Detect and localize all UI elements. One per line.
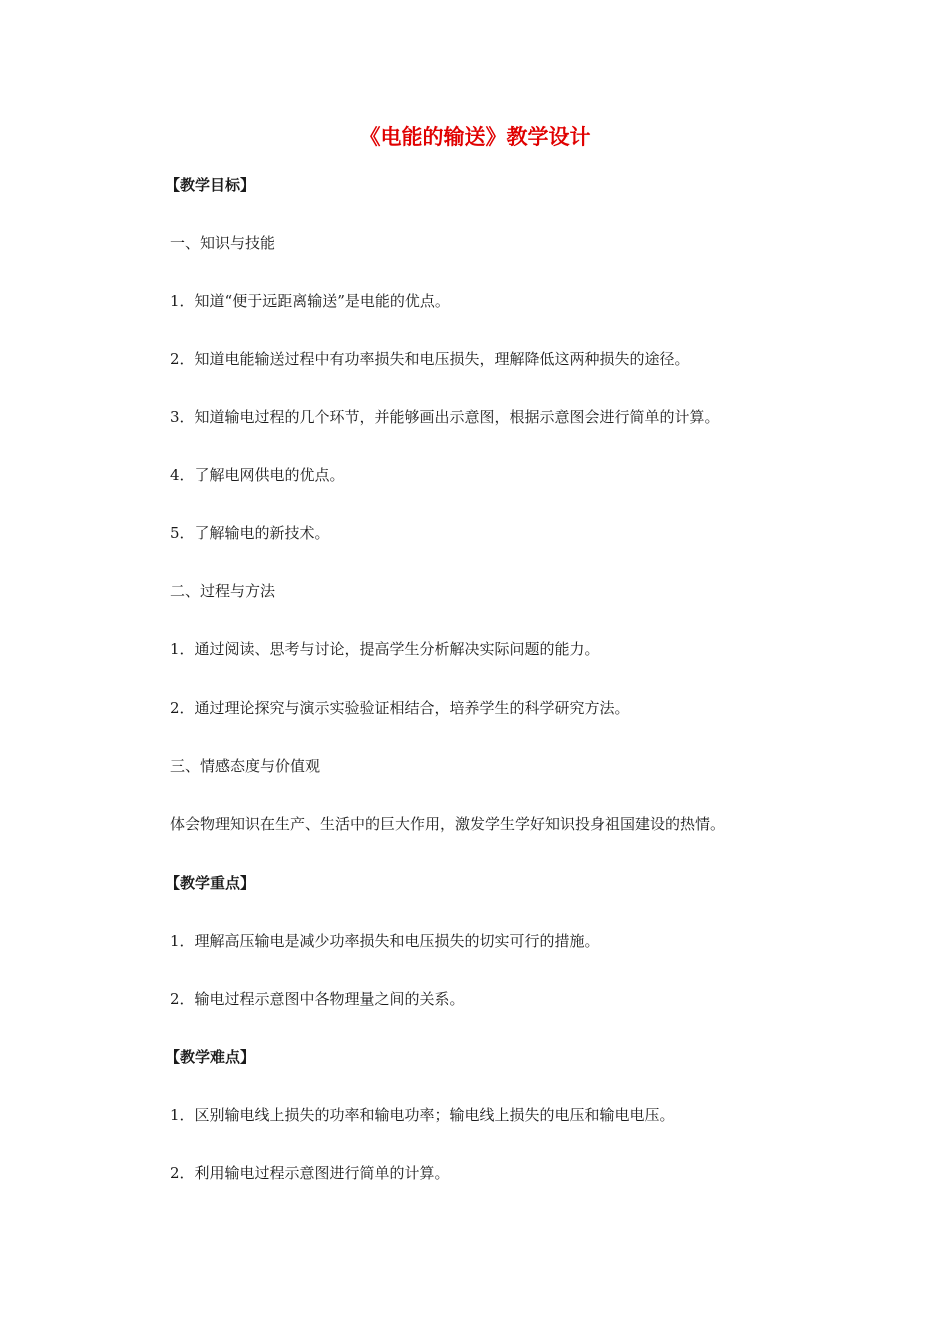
document-title: 《电能的输送》教学设计 [359,125,591,149]
key-point-item-2: 2．输电过程示意图中各物理量之间的关系。 [170,990,465,1008]
objectives-heading: 【教学目标】 [165,176,256,194]
process-heading: 二、过程与方法 [170,582,276,600]
knowledge-item-4: 4．了解电网供电的优点。 [170,466,345,484]
difficulty-item-2: 2．利用输电过程示意图进行简单的计算。 [170,1164,450,1182]
emotion-text: 体会物理知识在生产、生活中的巨大作用，激发学生学好知识投身祖国建设的热情。 [170,815,726,833]
emotion-heading: 三、情感态度与价值观 [170,757,321,775]
knowledge-item-2: 2．知道电能输送过程中有功率损失和电压损失，理解降低这两种损失的途径。 [170,350,690,368]
knowledge-item-1: 1．知道“便于远距离输送”是电能的优点。 [170,292,450,310]
process-item-2: 2．通过理论探究与演示实验验证相结合，培养学生的科学研究方法。 [170,699,630,717]
difficulties-heading: 【教学难点】 [165,1048,256,1066]
key-point-item-1: 1．理解高压输电是减少功率损失和电压损失的切实可行的措施。 [170,932,600,950]
process-item-1: 1．通过阅读、思考与讨论，提高学生分析解决实际问题的能力。 [170,640,600,658]
key-points-heading: 【教学重点】 [165,874,256,892]
knowledge-heading: 一、知识与技能 [170,234,276,252]
knowledge-item-5: 5．了解输电的新技术。 [170,524,330,542]
knowledge-item-3: 3．知道输电过程的几个环节，并能够画出示意图，根据示意图会进行简单的计算。 [170,408,720,426]
difficulty-item-1: 1．区别输电线上损失的功率和输电功率；输电线上损失的电压和输电电压。 [170,1106,675,1124]
